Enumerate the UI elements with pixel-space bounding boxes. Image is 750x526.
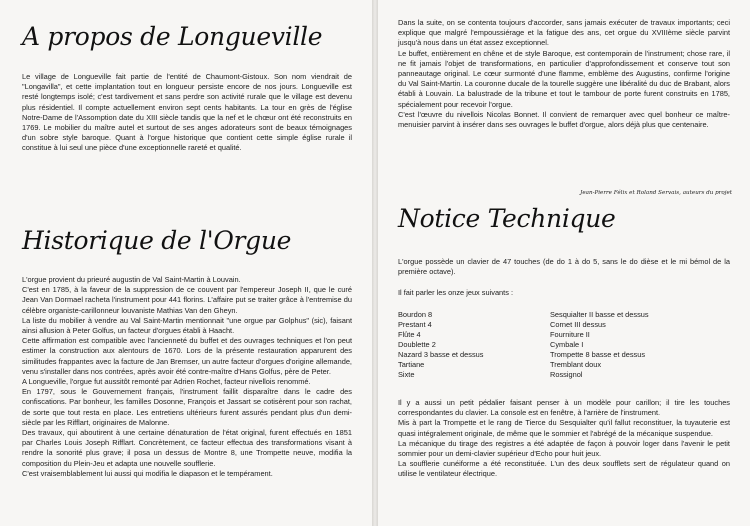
suite-paragraph: C'est l'œuvre du nivellois Nicolas Bonnet. Il convient de remarquer avec quel bonheur ce maître-menuisier parvint à insérer dans ses ouvrages le buffet d'orgue, alors déjà plus que centenaire. <box>398 109 730 130</box>
stop-item: Bourdon 8 <box>398 310 433 319</box>
stop-item: Cornet III dessus <box>550 320 606 329</box>
historique-paragraph: L'orgue provient du prieuré augustin de Val Saint-Martin à Louvain. <box>22 275 241 284</box>
apropos-title: A propos de Longueville <box>22 22 323 51</box>
final-text <box>398 398 730 480</box>
stop-item: Tremblant doux <box>550 360 602 369</box>
stop-item: Doublette 2 <box>398 340 436 349</box>
historique-title: Historique de l'Orgue <box>22 226 292 255</box>
apropos-paragraph: Le village de Longueville fait partie de l'entité de Chaumont-Gistoux. Son nom viendrait de "Longavilla", et cette implantation tout en longueur persiste encore de nos jours. Longueville est resté longtemps isolé; c'est tardivement et sans perdre son activité rurale que le village est devenu plus résidentiel. Il compte actuellement environ sept cents habitants. La tour en grès de l'église Notre-Dame de l'Assomption date du XIII siècle tandis que la nef et le chœur ont été reconstruits en 1769. Le mobilier du maître autel et surtout de ses anges adorateurs sont de beaux témoignages d'un sobre style baroque. Quant à l'orgue historique que contient cette simple église rurale il constitue à lui seul une pièce d'une exceptionnelle rareté et qualité. <box>22 72 352 153</box>
suite-paragraph: Le buffet, entièrement en chêne et de style Baroque, est contemporain de l'instrument; chose rare, il ne fit jamais l'objet de transformations, en particulier d'approfondissement et conserve tout son panneautage original. Le cœur surmonté d'une flamme, emblème des Augustins, confirme l'origine du Val Saint-Martin. La couronne ducale de la tourelle suggère une libéralité du duc de Brabant, alors établi à Louvain. La balustrade de la tribune et tout le tambour de porte furent construits en 1785, spécialement pour recevoir l'orgue. <box>398 48 730 109</box>
stops-list-right <box>550 310 649 380</box>
jeux-intro <box>398 288 730 298</box>
stop-item: Cymbale I <box>550 340 584 349</box>
stop-item: Trompette 8 basse et dessus <box>550 350 646 359</box>
historique-paragraph: A Longueville, l'orgue fut aussitôt remonté par Adrien Rochet, facteur nivellois renommé. <box>22 377 311 387</box>
stop-item: Fourniture II <box>550 330 590 339</box>
stops-list-left <box>398 310 483 380</box>
stop-item: Nazard 3 basse et dessus <box>398 350 484 359</box>
right-page <box>378 0 750 526</box>
apropos-text <box>22 72 352 154</box>
final-paragraph: Il y a aussi un petit pédalier faisant penser à un modèle pour carillon; il tire les touches correspondantes du clavier. La console est en fenêtre, à l'arrière de l'instrument. <box>398 398 730 418</box>
stop-item: Tartiane <box>398 360 425 369</box>
stop-item: Sesquialter II basse et dessus <box>550 310 649 319</box>
historique-text <box>22 275 352 479</box>
suite-text <box>398 18 730 130</box>
historique-paragraph: Des travaux, qui aboutirent à une certaine dénaturation de l'état original, furent effectués en 1851 par Charles Louis Joseph Rifflart. Concrètement, ce facteur effectua des transformations visant à rendre la sonorité plus grave; il posa un dessus de Montre 8, une Trompette neuve, modifia la composition du Plein-Jeu et adapta une nouvelle soufflerie. <box>22 428 352 468</box>
jeux-intro-text: Il fait parler les onze jeux suivants : <box>398 288 514 297</box>
historique-paragraph: Cette affirmation est compatible avec l'ancienneté du buffet et des ouvrages techniques et l'on peut estimer la construction aux alentours de 1670. Lors de la présente restauration apparurent des similitudes frappantes avec la facture de Jan Bremser, un autre facteur d'orgues d'origine allemande, venu s'installer dans nos contrées, après avoir été contre-maître d'Hans Golfus, père de Peter. <box>22 336 352 376</box>
notice-intro-text: L'orgue possède un clavier de 47 touches (de do 1 à do 5, sans le do dièse et le mi bémol de la première octave). <box>398 257 730 277</box>
final-paragraph: Mis à part la Trompette et le rang de Tierce du Sesquialter qu'il fallut reconstituer, la tuyauterie est quasi intégralement originale, de même que le sommier et l'abrégé de la mécanique suspendue. <box>398 418 730 438</box>
left-page <box>0 0 372 526</box>
stop-item: Sixte <box>398 370 415 379</box>
stop-item: Prestant 4 <box>398 320 432 329</box>
notice-title: Notice Technique <box>398 204 616 233</box>
notice-intro <box>398 257 730 277</box>
historique-paragraph: En 1797, sous le Gouvernement français, l'instrument faillit disparaître dans le cadre des confiscations. Par bonheur, les familles Dosonne, François et Jassart se cotisèrent pour son rachat, de sorte que tout resta en place. Les entretiens ultérieurs furent assurés pendant plus d'un demi-siècle par les Rifflart, originaires de Malonne. <box>22 387 352 427</box>
stop-item: Rossignol <box>550 370 583 379</box>
final-paragraph: La mécanique du tirage des registres a été adaptée de façon à pouvoir loger dans l'avenir le petit sommier pour un demi-clavier supérieur d'Echo pour huit jeux. <box>398 438 730 459</box>
historique-paragraph: C'est en 1785, à la faveur de la suppression de ce couvent par l'empereur Joseph II, que le curé Jean Van Dormael racheta l'instrument pour 441 florins. L'affaire put se traiter grâce à l'entremise du célèbre organiste-carillonneur louvaniste Mathias Van den Gheyn. <box>22 285 352 315</box>
authors-credit: Jean-Pierre Félix et Roland Servais, auteurs du projet <box>580 190 732 196</box>
historique-paragraph: La liste du mobilier à vendre au Val Saint-Martin mentionnait "une orgue par Golphus" (sic), faisant ainsi allusion à Peter Golfus, un facteur d'orgues établi à Haacht. <box>22 315 352 336</box>
stop-item: Flûte 4 <box>398 330 421 339</box>
suite-paragraph: Dans la suite, on se contenta toujours d'accorder, sans jamais exécuter de travaux importants; ceci explique que malgré l'empoussiérage et la fatigue des ans, cet orgue du XVIIIème siècle parvint jusqu'à nous dans un état assez exceptionnel. <box>398 18 730 48</box>
historique-paragraph: C'est vraisemblablement lui aussi qui modifia le diapason et le tempérament. <box>22 468 273 478</box>
final-paragraph: La soufflerie cunéiforme a été reconstituée. L'un des deux soufflets sert de régulateur quand on utilise le ventilateur électrique. <box>398 459 730 479</box>
